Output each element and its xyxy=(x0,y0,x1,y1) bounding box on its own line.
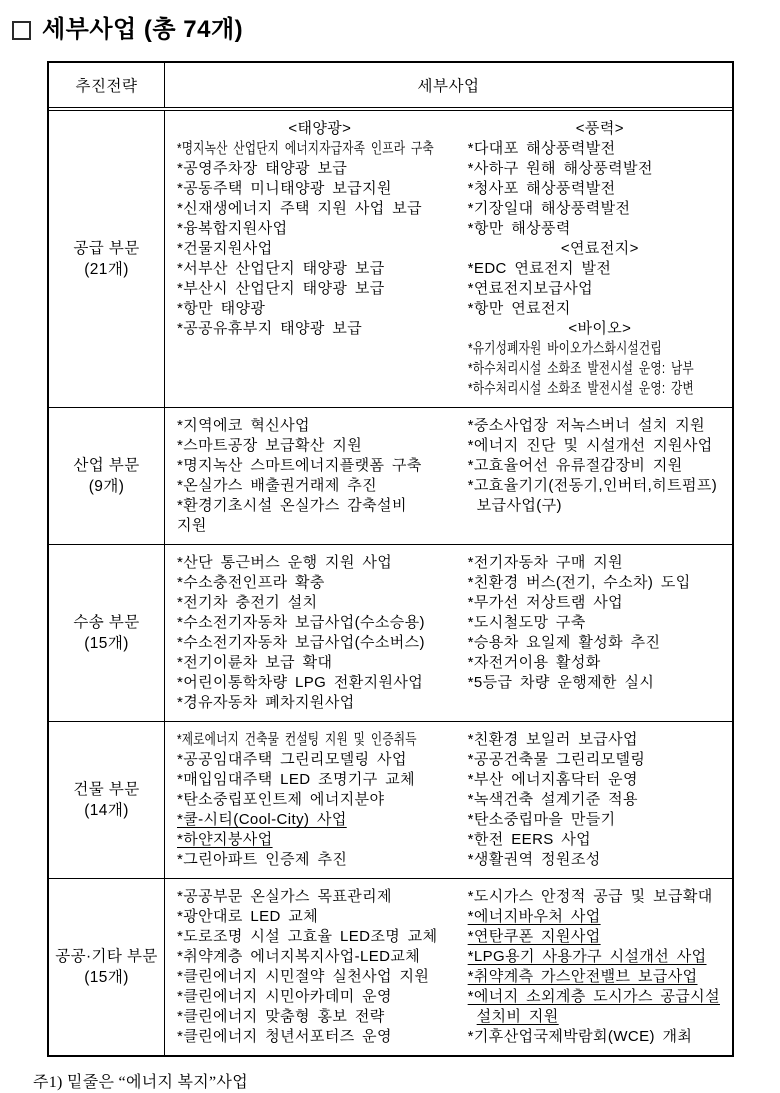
category-header: <바이오> xyxy=(568,320,632,337)
project-item: *온실가스 배출권거래제 추진 xyxy=(177,477,378,494)
project-item: *LPG용기 사용가구 시설개선 사업 xyxy=(467,948,707,965)
strategy-name: 공공·기타 부문 xyxy=(55,948,158,965)
project-item: *매입임대주택 LED 조명기구 교체 xyxy=(177,771,416,788)
project-item: *취약계층 에너지복지사업-LED교체 xyxy=(177,948,421,965)
strategy-name: 수송 부문 xyxy=(73,614,140,631)
project-item: *녹색건축 설계기준 적용 xyxy=(467,791,638,808)
checkbox-square-icon xyxy=(12,21,31,40)
projects-table xyxy=(47,61,734,1057)
detail-column-left xyxy=(165,887,463,1047)
project-item: *하수처리시설 소화조 발전시설 운영: 강변 xyxy=(467,380,694,397)
strategy-cell xyxy=(49,879,165,1055)
project-item: *지역에코 혁신사업 xyxy=(177,417,310,434)
strategy-name: 산업 부문 xyxy=(73,457,140,474)
project-item: *에너지바우처 사업 xyxy=(467,908,601,925)
project-item: *광안대로 LED 교체 xyxy=(177,908,319,925)
project-item: *수소전기자동차 보급사업(수소버스) xyxy=(177,634,425,651)
project-item: *연료전지보급사업 xyxy=(467,280,594,297)
project-item: *EDC 연료전지 발전 xyxy=(467,260,612,277)
project-item: *도로조명 시설 고효율 LED조명 교체 xyxy=(177,928,438,945)
project-item: *한전 EERS 사업 xyxy=(467,831,592,848)
detail-column-right xyxy=(463,887,732,1047)
project-item: *스마트공장 보급확산 지원 xyxy=(177,437,363,454)
project-item: *어린이통학차량 LPG 전환지원사업 xyxy=(177,674,424,691)
project-item: *건물지원사업 xyxy=(177,240,273,257)
project-item: *중소사업장 저녹스버너 설치 지원 xyxy=(467,417,706,434)
detail-column-left xyxy=(165,553,463,713)
strategy-name: 건물 부문 xyxy=(73,781,140,798)
project-item: *명지녹산 스마트에너지플랫폼 구축 xyxy=(177,457,422,474)
project-item: *에너지 소외계층 도시가스 공급시설 xyxy=(467,988,720,1005)
project-item: *환경기초시설 온실가스 감축설비 xyxy=(177,497,407,514)
table-row xyxy=(49,111,732,407)
project-item: *다대포 해상풍력발전 xyxy=(467,140,616,157)
project-item: *항만 태양광 xyxy=(177,300,266,317)
strategy-cell xyxy=(49,408,165,544)
table-header-row xyxy=(49,63,732,107)
strategy-count: (9개) xyxy=(88,478,125,495)
project-item: *도시가스 안정적 공급 및 보급확대 xyxy=(467,888,713,905)
project-item: *수소전기자동차 보급사업(수소승용) xyxy=(177,614,425,631)
detail-cell xyxy=(165,408,732,544)
project-item: *신재생에너지 주택 지원 사업 보급 xyxy=(177,200,422,217)
project-item: *친환경 보일러 보급사업 xyxy=(467,731,638,748)
project-item: *클린에너지 시민절약 실천사업 지원 xyxy=(177,968,430,985)
category-header: <연료전지> xyxy=(560,240,639,257)
project-item: *공공건축물 그린리모델링 xyxy=(467,751,646,768)
category-header: <태양광> xyxy=(288,120,352,137)
project-item: *클린에너지 맞춤형 홍보 전략 xyxy=(177,1008,385,1025)
project-item: *공공부문 온실가스 목표관리제 xyxy=(177,888,392,905)
detail-cell xyxy=(165,111,732,407)
project-item: *연탄쿠폰 지원사업 xyxy=(467,928,601,945)
project-item: *부산 에너지홈닥터 운영 xyxy=(467,771,638,788)
table-body xyxy=(49,111,732,1055)
strategy-count: (14개) xyxy=(84,802,129,819)
detail-cell xyxy=(165,722,732,878)
project-item: *공공유휴부지 태양광 보급 xyxy=(177,320,363,337)
project-item: *하수처리시설 소화조 발전시설 운영: 남부 xyxy=(467,360,694,377)
project-item: *산단 통근버스 운행 지원 사업 xyxy=(177,554,393,571)
page-title: 세부사업 (총 74개) xyxy=(42,16,244,43)
project-item: *공공임대주택 그린리모델링 사업 xyxy=(177,751,407,768)
project-item: *고효율기기(전동기,인버터,히트펌프) xyxy=(467,477,718,494)
project-item: *유기성폐자원 바이오가스화시설건립 xyxy=(467,340,662,357)
project-item: *클린에너지 시민아카데미 운영 xyxy=(177,988,392,1005)
table-row xyxy=(49,407,732,544)
project-item: *부산시 산업단지 태양광 보급 xyxy=(177,280,385,297)
project-item: *수소충전인프라 확충 xyxy=(177,574,325,591)
project-item: *기장일대 해상풍력발전 xyxy=(467,200,631,217)
detail-cell xyxy=(165,879,732,1055)
project-item: *청사포 해상풍력발전 xyxy=(467,180,616,197)
detail-cell xyxy=(165,545,732,721)
project-item: *친환경 버스(전기, 수소차) 도입 xyxy=(467,574,691,591)
project-item: *도시철도망 구축 xyxy=(467,614,586,631)
project-item: *제로에너지 건축물 컨설팅 지원 및 인증취득 xyxy=(177,731,417,748)
project-item: *무가선 저상트램 사업 xyxy=(467,594,624,611)
project-item: *고효율어선 유류절감장비 지원 xyxy=(467,457,683,474)
project-item: *자전거이용 활성화 xyxy=(467,654,601,671)
table-row xyxy=(49,878,732,1055)
detail-column-left xyxy=(165,119,463,339)
project-item: *항만 연료전지 xyxy=(467,300,571,317)
strategy-cell xyxy=(49,111,165,407)
project-item: *생활권역 정원조성 xyxy=(467,851,601,868)
project-item: *에너지 진단 및 시설개선 지원사업 xyxy=(467,437,713,454)
detail-column-right xyxy=(463,553,732,693)
strategy-count: (21개) xyxy=(84,261,129,278)
project-item: *기후산업국제박람회(WCE) 개최 xyxy=(467,1028,693,1045)
project-item: *탄소중립마을 만들기 xyxy=(467,811,616,828)
category-header: <풍력> xyxy=(575,120,624,137)
project-item: *공동주택 미니태양광 보급지원 xyxy=(177,180,392,197)
detail-column-left xyxy=(165,730,463,870)
project-item: 설치비 지원 xyxy=(476,1008,559,1025)
table-row xyxy=(49,544,732,721)
strategy-count: (15개) xyxy=(84,969,129,986)
header-strategy: 추진전략 xyxy=(49,63,165,107)
strategy-cell xyxy=(49,722,165,878)
project-item: *하얀지붕사업 xyxy=(177,831,273,848)
strategy-name: 공급 부문 xyxy=(73,240,140,257)
project-item: *사하구 원해 해상풍력발전 xyxy=(467,160,653,177)
detail-column-left xyxy=(165,416,463,536)
project-item: *전기이륜차 보급 확대 xyxy=(177,654,333,671)
header-detail: 세부사업 xyxy=(417,78,480,95)
project-item: *그린아파트 인증제 추진 xyxy=(177,851,348,868)
project-item: *전기자동차 구매 지원 xyxy=(467,554,624,571)
project-item: *승용차 요일제 활성화 추진 xyxy=(467,634,661,651)
project-item: 보급사업(구) xyxy=(476,497,562,514)
project-item: *탄소중립포인트제 에너지분야 xyxy=(177,791,385,808)
detail-column-right xyxy=(463,416,732,516)
strategy-cell xyxy=(49,545,165,721)
project-item: 지원 xyxy=(177,517,207,534)
project-item: *항만 해상풍력 xyxy=(467,220,571,237)
project-item: *5등급 차량 운행제한 실시 xyxy=(467,674,655,691)
project-item: *쿨-시티(Cool-City) 사업 xyxy=(177,811,347,828)
project-item: *명지녹산 산업단지 에너지자급자족 인프라 구축 xyxy=(177,140,434,157)
footnote: 주1) 밑줄은 “에너지 복지”사업 xyxy=(33,1074,248,1091)
strategy-count: (15개) xyxy=(84,635,129,652)
project-item: *취약계측 가스안전밸브 보급사업 xyxy=(467,968,698,985)
project-item: *융복합지원사업 xyxy=(177,220,288,237)
project-item: *클린에너지 청년서포터즈 운영 xyxy=(177,1028,392,1045)
table-row xyxy=(49,721,732,878)
detail-column-right xyxy=(463,730,732,870)
project-item: *서부산 산업단지 태양광 보급 xyxy=(177,260,385,277)
project-item: *전기차 충전기 설치 xyxy=(177,594,318,611)
detail-column-right xyxy=(463,119,732,399)
title-row xyxy=(0,0,780,44)
project-item: *경유자동차 폐차지원사업 xyxy=(177,694,355,711)
project-item: *공영주차장 태양광 보급 xyxy=(177,160,348,177)
